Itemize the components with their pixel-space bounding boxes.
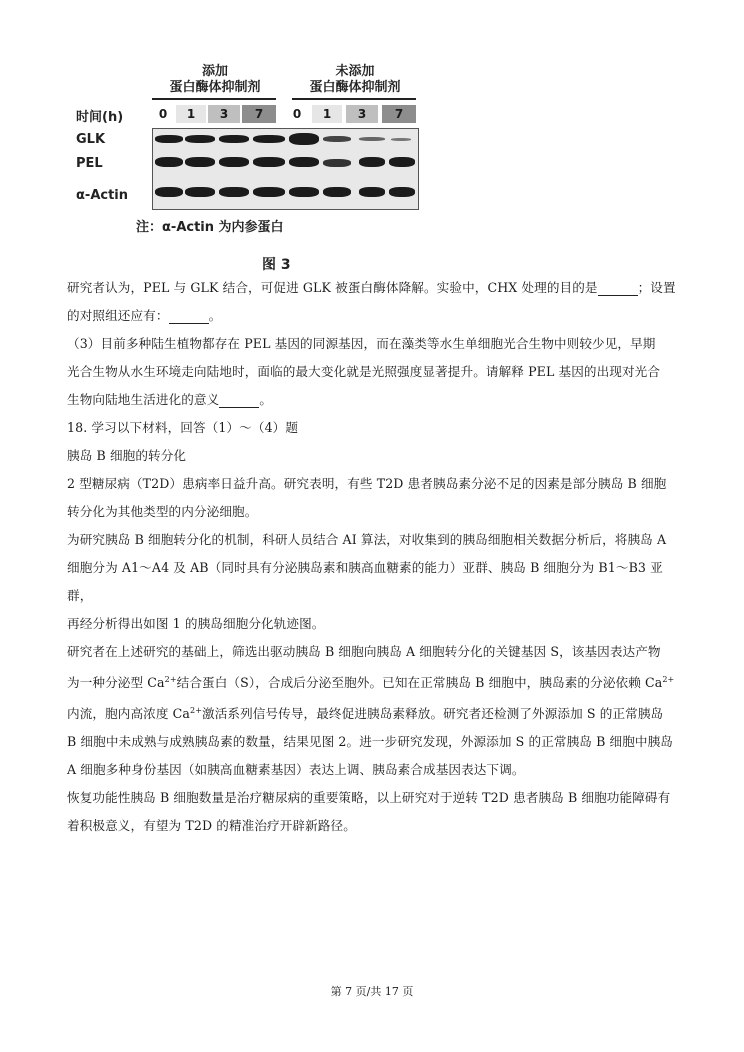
- time-point: 7: [242, 105, 276, 123]
- q17-part3-line3: [67, 386, 679, 414]
- q18-p3-line4: B 细胞中未成熟与成熟胰岛素的数量，结果见图 2。进一步研究发现，外源添加 S 的正常胰岛 B 细胞中胰岛: [67, 734, 673, 750]
- western-blot-figure: [72, 56, 432, 276]
- blot-band: [323, 159, 351, 167]
- time-point: 3: [346, 105, 378, 123]
- figure-caption: 图 3: [262, 257, 291, 273]
- blot-band: [219, 187, 249, 197]
- blot-band: [155, 157, 183, 167]
- blot-band: [253, 157, 285, 167]
- answer-blank[interactable]: [169, 309, 209, 324]
- blot-band: [323, 187, 351, 197]
- blot-band: [389, 157, 415, 167]
- row-label-actin: α-Actin: [76, 188, 129, 203]
- time-point: 1: [312, 105, 342, 123]
- blot-membrane: [152, 128, 419, 210]
- q18-title: 胰岛 B 细胞的转分化: [67, 448, 187, 463]
- q18-text: [67, 414, 679, 840]
- group2-label: 未添加 蛋白酶体抑制剂: [309, 64, 401, 95]
- q18-p3-line3-text-b: 激活系列信号传导，最终促进胰岛素释放。研究者还检测了外源添加 S 的正常胰岛: [202, 706, 664, 722]
- time-axis-label: 时间(h): [76, 110, 124, 125]
- q17-line2: [67, 302, 679, 330]
- blot-band: [185, 157, 215, 167]
- q17-line2-text: 的对照组还应有：: [67, 308, 169, 323]
- q18-p3-line3: [67, 697, 679, 728]
- q18-p2-line1: 为研究胰岛 B 细胞转分化的机制，科研人员结合 AI 算法，对收集到的胰岛细胞相关数据分析后，将胰岛 A: [67, 532, 667, 547]
- superscript: 2+: [662, 675, 675, 684]
- blot-band: [391, 138, 411, 141]
- blot-band: [185, 187, 215, 197]
- time-point: 7: [382, 105, 416, 123]
- q18-p3-line5: A 细胞多种身份基因（如胰高血糖素基因）表达上调、胰岛素合成基因表达下调。: [67, 762, 525, 778]
- q18-p2-line2: 细胞分为 A1～A4 及 AB（同时具有分泌胰岛素和胰高血糖素的能力）亚群、胰岛 B 细胞分为 B1～B3 亚群，: [67, 560, 663, 603]
- q17-line1: [67, 274, 679, 302]
- group2-underline: [292, 98, 416, 100]
- blot-band: [289, 157, 319, 167]
- q17-part3-line3-text: 生物向陆地生活进化的意义: [67, 392, 220, 407]
- blot-band: [253, 187, 285, 197]
- q17-line2-end: 。: [208, 308, 222, 323]
- time-point: 0: [158, 107, 168, 121]
- blot-band: [359, 157, 385, 167]
- q18-p1-line1: 2 型糖尿病（T2D）患病率日益升高。研究表明，有些 T2D 患者胰岛素分泌不足的因素是部分胰岛 B 细胞: [67, 476, 667, 491]
- time-point: 1: [176, 105, 206, 123]
- blot-band: [185, 135, 215, 143]
- blot-band: [289, 133, 319, 145]
- blot-band: [359, 137, 385, 141]
- q17-part3-line1: （3）目前多种陆生植物都存在 PEL 基因的同源基因，而在藻类等水生单细胞光合生物中则较少见，早期: [67, 336, 656, 351]
- blot-band: [389, 187, 415, 197]
- q18-p3-line2: [67, 666, 679, 697]
- q18-header: 18. 学习以下材料，回答（1）～（4）题: [67, 420, 299, 435]
- blot-band: [323, 136, 351, 142]
- group1-label: 添加 蛋白酶体抑制剂: [169, 64, 261, 95]
- time-point: 0: [292, 107, 302, 121]
- row-label-pel: PEL: [76, 156, 103, 171]
- blot-band: [253, 135, 285, 143]
- blot-band: [289, 187, 319, 197]
- superscript: 2+: [164, 675, 177, 684]
- q17-part3-line2: 光合生物从水生环境走向陆地时，面临的最大变化就是光照强度显著提升。请解释 PEL 基因的出现对光合: [67, 364, 661, 379]
- q18-p2-line3: 再经分析得出如图 1 的胰岛细胞分化轨迹图。: [67, 616, 325, 631]
- blot-band: [155, 187, 183, 197]
- blot-band: [155, 135, 183, 143]
- row-label-glk: GLK: [76, 132, 106, 147]
- q18-p3-line1: 研究者在上述研究的基础上，筛选出驱动胰岛 B 细胞向胰岛 A 细胞转分化的关键基因 S，该基因表达产物: [67, 644, 661, 659]
- q17-line1-text-end: ；设置: [637, 280, 676, 295]
- q17-text: [67, 274, 679, 414]
- q18-p3-line2-text-a: 为一种分泌型 Ca: [67, 675, 165, 691]
- blot-band: [219, 135, 249, 143]
- answer-blank[interactable]: [219, 393, 259, 408]
- blot-band: [219, 157, 249, 167]
- page-footer: 第 7 页/共 17 页: [330, 985, 414, 998]
- superscript: 2+: [190, 706, 202, 716]
- blot-band: [359, 187, 385, 197]
- q18-p4-line2: 着积极意义，有望为 T2D 的精准治疗开辟新路径。: [67, 818, 356, 834]
- answer-blank[interactable]: [598, 281, 638, 296]
- time-point: 3: [208, 105, 240, 123]
- q18-p4-line1: 恢复功能性胰岛 B 细胞数量是治疗糖尿病的重要策略，以上研究对于逆转 T2D 患者胰岛 B 细胞功能障碍有: [67, 790, 671, 806]
- q17-line1-text: 研究者认为，PEL 与 GLK 结合，可促进 GLK 被蛋白酶体降解。实验中，CHX 处理的目的是: [67, 280, 598, 295]
- q17-part3-end: 。: [259, 392, 273, 407]
- group1-underline: [152, 98, 276, 100]
- q18-p3-line3-text-a: 内流，胞内高浓度 Ca: [67, 706, 190, 722]
- q18-p3-line2-text-b: 结合蛋白（S），合成后分泌至胞外。已知在正常胰岛 B 细胞中，胰岛素的分泌依赖 Ca: [176, 675, 663, 691]
- q18-p1-line2: 转分化为其他类型的内分泌细胞。: [67, 504, 258, 519]
- figure-note: 注：α-Actin 为内参蛋白: [136, 220, 284, 235]
